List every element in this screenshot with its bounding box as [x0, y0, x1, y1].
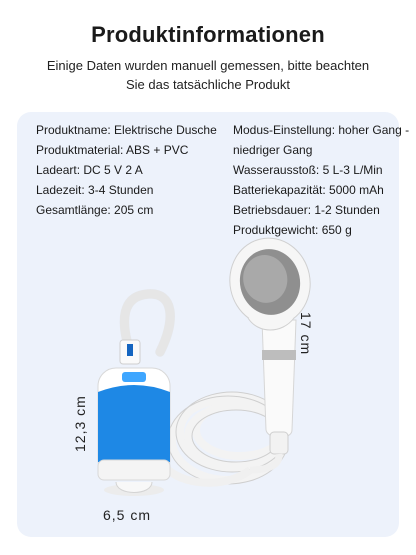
spec-battery-capacity: Batteriekapazität: 5000 mAh [233, 183, 384, 197]
pump-width-label: 6,5 cm [103, 507, 152, 523]
spec-water-output: Wasserausstoß: 5 L-3 L/Min [233, 163, 383, 177]
page-title: Produktinformationen [91, 22, 325, 47]
pump-body [98, 368, 170, 496]
spec-charging-type: Ladeart: DC 5 V 2 A [36, 163, 143, 177]
shower-handle [262, 320, 296, 454]
spec-material: Produktmaterial: ABS + PVC [36, 143, 189, 157]
spec-mode-setting: Modus-Einstellung: hoher Gang - niedriger Gang [233, 123, 410, 157]
pump-height-label: 12,3 cm [72, 395, 88, 452]
spec-charging-time: Ladezeit: 3-4 Stunden [36, 183, 154, 197]
spec-product-weight: Produktgewicht: 650 g [233, 223, 352, 237]
subtitle-line-2: Sie das tatsächliche Produkt [125, 77, 291, 92]
spec-total-length: Gesamtlänge: 205 cm [36, 203, 154, 217]
subtitle-line-1: Einige Daten wurden manuell gemessen, bitte beachten [46, 58, 370, 73]
showerhead-length-label: 17 cm [298, 312, 314, 356]
spec-product-name: Produktname: Elektrische Dusche [36, 123, 217, 137]
spec-operating-time: Betriebsdauer: 1-2 Stunden [233, 203, 380, 217]
